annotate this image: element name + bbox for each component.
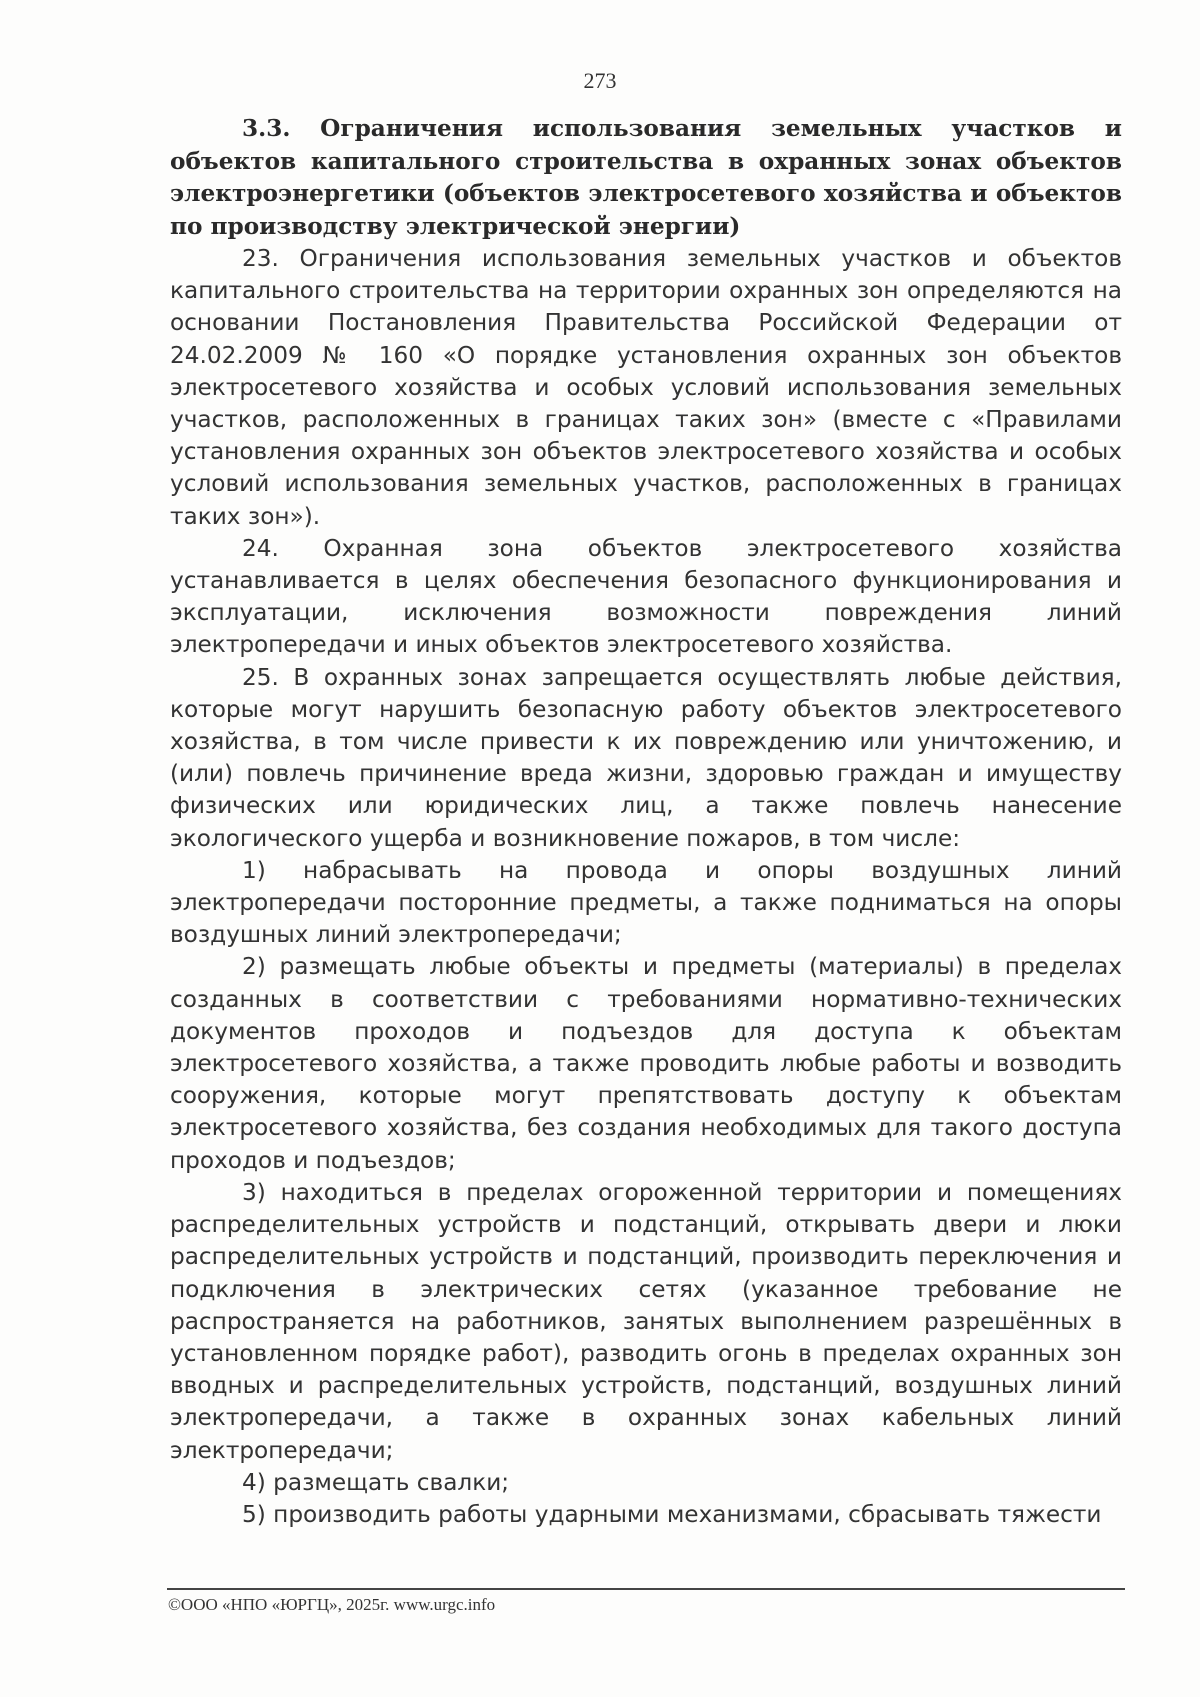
list-item-2: 2) размещать любые объекты и предметы (материалы) в пределах созданных в соответствии с требованиями нормативно-технических документов проходов и подъездов для доступа к объектам электросетевого хозяйства, а также проводить любые работы и возводить сооружения, которые могут препятствовать доступу к объектам электросетевого хозяйства, без создания необходимых для такого доступа проходов и подъездов; (170, 953, 1122, 1174)
page-number: 273 (583, 68, 617, 93)
paragraph-25: 25. В охранных зонах запрещается осуществлять любые действия, которые могут нарушить безопасную работу объектов электросетевого хозяйства, в том числе привести к их повреждению или уничтожению, и (или) повлечь причинение вреда жизни, здоровью граждан и имуществу физических или юридических лиц, а также повлечь нанесение экологического ущерба и возникновение пожаров, в том числе: (170, 663, 1122, 852)
paragraph-23: 23. Ограничения использования земельных участков и объектов капитального строительства на территории охранных зон определяются на основании Постановления Правительства Российской Федерации от 24.02.2009 № 160 «О порядке установления охранных зон объектов электросетевого хозяйства и особых условий использования земельных участков, расположенных в границах таких зон» (вместе с «Правилами установления охранных зон объектов электросетевого хозяйства и особых условий использования земельных участков, расположенных в границах таких зон»). (170, 245, 1122, 530)
footer-divider (167, 1588, 1125, 1590)
list-item-5: 5) производить работы ударными механизмами, сбрасывать тяжести (242, 1500, 1102, 1528)
footer-copyright: ©ООО «НПО «ЮРГЦ», 2025г. www.urgc.info (168, 1595, 496, 1614)
paragraph-24: 24. Охранная зона объектов электросетевого хозяйства устанавливается в целях обеспечения безопасного функционирования и эксплуатации, исключения возможности повреждения линий электропередачи и иных объектов электросетевого хозяйства. (170, 534, 1122, 659)
page-content (170, 113, 1122, 1531)
list-item-1: 1) набрасывать на провода и опоры воздушных линий электропередачи посторонние предметы, а также подниматься на опоры воздушных линий электропередачи; (170, 856, 1122, 949)
list-item-4: 4) размещать свалки; (242, 1468, 510, 1496)
list-item-3: 3) находиться в пределах огороженной территории и помещениях распределительных устройств и подстанций, открывать двери и люки распределительных устройств и подстанций, производить переключения и подключения в электрических сетях (указанное требование не распространяется на работников, занятых выполнением разрешённых в установленном порядке работ), разводить огонь в пределах охранных зон вводных и распределительных устройств, подстанций, воздушных линий электропередачи, а также в охранных зонах кабельных линий электропередачи; (170, 1178, 1122, 1464)
section-heading: 3.3. Ограничения использования земельных участков и объектов капитального строительства в охранных зонах объектов электроэнергетики (объектов электросетевого хозяйства и объектов по производству электрической энергии) (170, 115, 1122, 240)
